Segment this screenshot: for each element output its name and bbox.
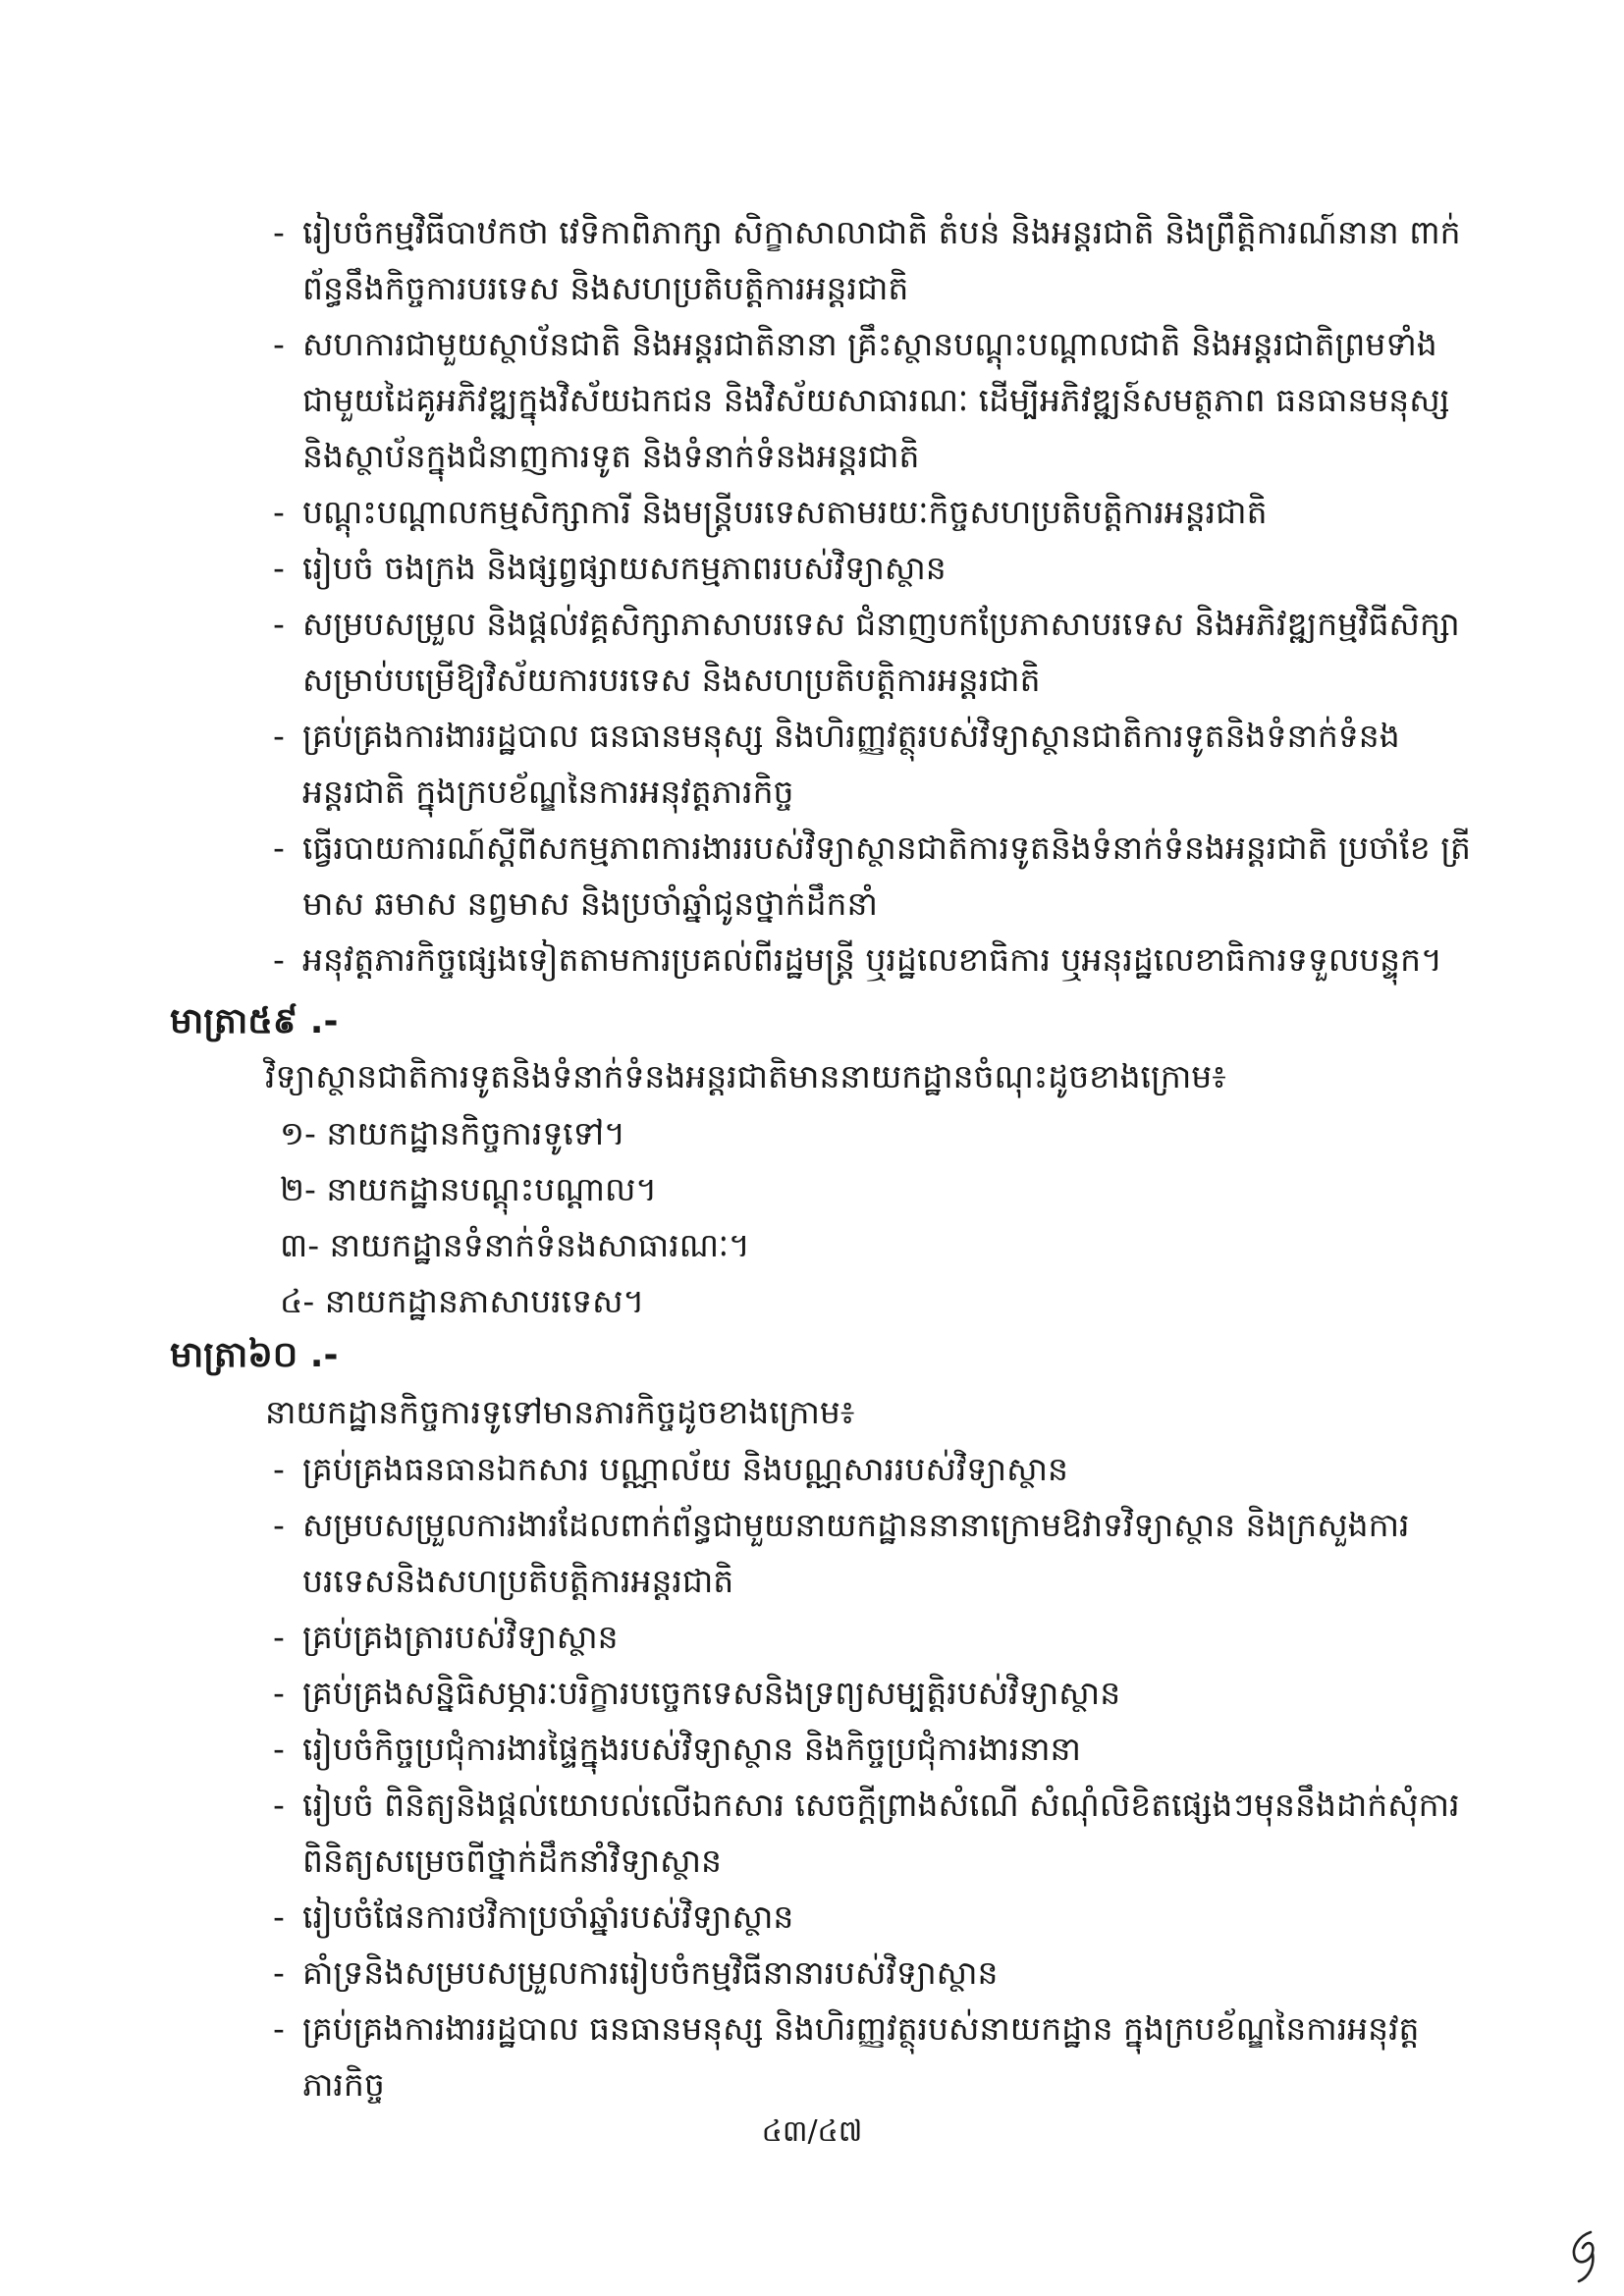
list-item: - រៀបចំ ចងក្រង និងផ្សព្វផ្សាយសកម្មភាពរបស់វិទ្យាស្ថាន — [273, 540, 1490, 596]
list-item-text: សហការជាមួយស្ថាប័នជាតិ និងអន្តរជាតិនានា គ្រឹះស្ថានបណ្តុះបណ្តាលជាតិ និងអន្តរជាតិព្រមទាំងជាមួយដៃគូអភិវឌ្ឍក្នុងវិស័យឯកជន និងវិស័យសាធារណៈ ដើម្បីអភិវឌ្ឍន៍សមត្ថភាព ធនធានមនុស្ស និងស្ថាប័នក្នុងជំនាញការទូត និងទំនាក់ទំនងអន្តរជាតិ — [302, 325, 1450, 475]
list-item: - គ្រប់គ្រងសន្និធិសម្ភារៈបរិក្ខារបច្ចេកទេសនិងទ្រព្យសម្បត្តិរបស់វិទ្យាស្ថាន — [273, 1665, 1490, 1721]
bullet-list-general-affairs-duties — [273, 1441, 1490, 2112]
list-item: ២- នាយកដ្ឋានបណ្តុះបណ្តាល។ — [280, 1170, 658, 1208]
bullet-list-institute-duties — [273, 204, 1490, 988]
list-item-text: បណ្តុះបណ្តាលកម្មសិក្សាការី និងមន្ត្រីបរទេសតាមរយៈកិច្ចសហប្រតិបត្តិការអន្តរជាតិ — [302, 493, 1268, 531]
list-item-text: ធ្វើរបាយការណ៍ស្តីពីសកម្មភាពការងាររបស់វិទ្យាស្ថានជាតិការទូតនិងទំនាក់ទំនងអន្តរជាតិ ប្រចាំខែ ត្រីមាស ឆមាស នព្វមាស និងប្រចាំឆ្នាំជូនថ្នាក់ដឹកនាំ — [302, 828, 1471, 923]
list-item: - សម្របសម្រួលការងារដែលពាក់ព័ន្ធជាមួយនាយកដ្ឋាននានាក្រោមឱវាទវិទ្យាស្ថាន និងក្រសួងការបរទេសនិងសហប្រតិបត្តិការអន្តរជាតិ — [273, 1497, 1490, 1609]
list-item-text: រៀបចំកិច្ចប្រជុំការងារផ្ទៃក្នុងរបស់វិទ្យាស្ថាន និងកិច្ចប្រជុំការងារនានា — [302, 1730, 1081, 1768]
list-item-text: រៀបចំកម្មវិធីបាឋកថា វេទិកាពិភាក្សា សិក្ខាសាលាជាតិ តំបន់ និងអន្តរជាតិ និងព្រឹត្តិការណ៍នានា ពាក់ព័ន្ធនឹងកិច្ចការបរទេស និងសហប្រតិបត្តិការអន្តរជាតិ — [302, 213, 1461, 307]
list-item: - គ្រប់គ្រងការងាររដ្ឋបាល ធនធានមនុស្ស និងហិរញ្ញវត្ថុរបស់វិទ្យាស្ថានជាតិការទូតនិងទំនាក់ទំនងអន្តរជាតិ ក្នុងក្របខ័ណ្ឌនៃការអនុវត្តភារកិច្ច — [273, 708, 1490, 820]
list-item: - រៀបចំកិច្ចប្រជុំការងារផ្ទៃក្នុងរបស់វិទ្យាស្ថាន និងកិច្ចប្រជុំការងារនានា — [273, 1721, 1490, 1777]
list-item: - បណ្តុះបណ្តាលកម្មសិក្សាការី និងមន្ត្រីបរទេសតាមរយៈកិច្ចសហប្រតិបត្តិការអន្តរជាតិ — [273, 484, 1490, 540]
list-item-text: សម្របសម្រួល និងផ្តល់វគ្គសិក្សាភាសាបរទេស ជំនាញបកប្រែភាសាបរទេស និងអភិវឌ្ឍកម្មវិធីសិក្សា សម្រាប់បម្រើឱ្យវិស័យការបរទេស និងសហប្រតិបត្តិការអន្តរជាតិ — [302, 605, 1460, 699]
list-item: ១- នាយកដ្ឋានកិច្ចការទូទៅ។ — [280, 1114, 625, 1152]
article-60-heading: មាត្រា៦០ .- — [170, 1335, 339, 1375]
list-item-text: រៀបចំ ពិនិត្យនិងផ្តល់យោបល់លើឯកសារ សេចក្តីព្រាងសំណើ សំណុំលិខិតផ្សេងៗមុននឹងដាក់សុំការពិនិត្យសម្រេចពីថ្នាក់ដឹកនាំវិទ្យាស្ថាន — [302, 1786, 1460, 1880]
department-list — [280, 1105, 750, 1329]
list-item: - សហការជាមួយស្ថាប័នជាតិ និងអន្តរជាតិនានា គ្រឹះស្ថានបណ្តុះបណ្តាលជាតិ និងអន្តរជាតិព្រមទាំងជាមួយដៃគូអភិវឌ្ឍក្នុងវិស័យឯកជន និងវិស័យសាធារណៈ ដើម្បីអភិវឌ្ឍន៍សមត្ថភាព ធនធានមនុស្ស និងស្ថាប័នក្នុងជំនាញការទូត និងទំនាក់ទំនងអន្តរជាតិ — [273, 316, 1490, 484]
list-item-text: គ្រប់គ្រងការងាររដ្ឋបាល ធនធានមនុស្ស និងហិរញ្ញវត្ថុរបស់នាយកដ្ឋាន ក្នុងក្របខ័ណ្ឌនៃការអនុវត្តភារកិច្ច — [302, 2009, 1420, 2104]
list-item-text: គ្រប់គ្រងធនធានឯកសារ បណ្ណាល័យ និងបណ្ណសាររបស់វិទ្យាស្ថាន — [302, 1450, 1068, 1488]
list-item-text: គ្រប់គ្រងការងាររដ្ឋបាល ធនធានមនុស្ស និងហិរញ្ញវត្ថុរបស់វិទ្យាស្ថានជាតិការទូតនិងទំនាក់ទំនងអន្តរជាតិ ក្នុងក្របខ័ណ្ឌនៃការអនុវត្តភារកិច្ច — [302, 717, 1400, 811]
handwritten-initial-mark — [1561, 2226, 1606, 2285]
list-item-text: គ្រប់គ្រងសន្និធិសម្ភារៈបរិក្ខារបច្ចេកទេសនិងទ្រព្យសម្បត្តិរបស់វិទ្យាស្ថាន — [302, 1674, 1121, 1712]
list-item: - គ្រប់គ្រងត្រារបស់វិទ្យាស្ថាន — [273, 1609, 1490, 1665]
list-item-text: គាំទ្រនិងសម្របសម្រួលការរៀបចំកម្មវិធីនានារបស់វិទ្យាស្ថាន — [302, 1953, 999, 1992]
list-item-text: រៀបចំ ចងក្រង និងផ្សព្វផ្សាយសកម្មភាពរបស់វិទ្យាស្ថាន — [302, 549, 947, 587]
list-item: ៣- នាយកដ្ឋានទំនាក់ទំនងសាធារណៈ។ — [280, 1226, 750, 1264]
list-item: - រៀបចំ ពិនិត្យនិងផ្តល់យោបល់លើឯកសារ សេចក្តីព្រាងសំណើ សំណុំលិខិតផ្សេងៗមុននឹងដាក់សុំការពិនិត្យសម្រេចពីថ្នាក់ដឹកនាំវិទ្យាស្ថាន — [273, 1777, 1490, 1889]
list-item-text: គ្រប់គ្រងត្រារបស់វិទ្យាស្ថាន — [302, 1618, 619, 1656]
list-item: - គាំទ្រនិងសម្របសម្រួលការរៀបចំកម្មវិធីនានារបស់វិទ្យាស្ថាន — [273, 1945, 1490, 2001]
list-item: - រៀបចំកម្មវិធីបាឋកថា វេទិកាពិភាក្សា សិក្ខាសាលាជាតិ តំបន់ និងអន្តរជាតិ និងព្រឹត្តិការណ៍នានា ពាក់ព័ន្ធនឹងកិច្ចការបរទេស និងសហប្រតិបត្តិការអន្តរជាតិ — [273, 204, 1490, 316]
list-item: ៤- នាយកដ្ឋានភាសាបរទេស។ — [280, 1282, 645, 1320]
list-item-text: អនុវត្តភារកិច្ចផ្សេងទៀតតាមការប្រគល់ពីរដ្ឋមន្ត្រី ឬរដ្ឋលេខាធិការ ឬអនុរដ្ឋលេខាធិការទទួលបន្ទុក។ — [302, 940, 1442, 979]
list-item: - ធ្វើរបាយការណ៍ស្តីពីសកម្មភាពការងាររបស់វិទ្យាស្ថានជាតិការទូតនិងទំនាក់ទំនងអន្តរជាតិ ប្រចាំខែ ត្រីមាស ឆមាស នព្វមាស និងប្រចាំឆ្នាំជូនថ្នាក់ដឹកនាំ — [273, 820, 1490, 932]
list-item: - គ្រប់គ្រងធនធានឯកសារ បណ្ណាល័យ និងបណ្ណសាររបស់វិទ្យាស្ថាន — [273, 1441, 1490, 1497]
list-item-text: រៀបចំផែនការថវិកាប្រចាំឆ្នាំរបស់វិទ្យាស្ថាន — [302, 1897, 794, 1936]
list-item: - សម្របសម្រួល និងផ្តល់វគ្គសិក្សាភាសាបរទេស ជំនាញបកប្រែភាសាបរទេស និងអភិវឌ្ឍកម្មវិធីសិក្សា សម្រាប់បម្រើឱ្យវិស័យការបរទេស និងសហប្រតិបត្តិការអន្តរជាតិ — [273, 596, 1490, 708]
article-59-intro: វិទ្យាស្ថានជាតិការទូតនិងទំនាក់ទំនងអន្តរជាតិមាននាយកដ្ឋានចំណុះដូចខាងក្រោម៖ — [265, 1057, 1226, 1095]
list-item-text: សម្របសម្រួលការងារដែលពាក់ព័ន្ធជាមួយនាយកដ្ឋាននានាក្រោមឱវាទវិទ្យាស្ថាន និងក្រសួងការបរទេសនិងសហប្រតិបត្តិការអន្តរជាតិ — [302, 1506, 1410, 1600]
page-number: ៤៣/៤៧ — [761, 2114, 863, 2149]
list-item: - អនុវត្តភារកិច្ចផ្សេងទៀតតាមការប្រគល់ពីរដ្ឋមន្ត្រី ឬរដ្ឋលេខាធិការ ឬអនុរដ្ឋលេខាធិការទទួលបន្ទុក។ — [273, 932, 1490, 988]
list-item: - គ្រប់គ្រងការងាររដ្ឋបាល ធនធានមនុស្ស និងហិរញ្ញវត្ថុរបស់នាយកដ្ឋាន ក្នុងក្របខ័ណ្ឌនៃការអនុវត្តភារកិច្ច — [273, 2001, 1490, 2112]
article-59-heading: មាត្រា៥៩ .- — [170, 1001, 339, 1041]
list-item: - រៀបចំផែនការថវិកាប្រចាំឆ្នាំរបស់វិទ្យាស្ថាន — [273, 1889, 1490, 1945]
article-60-intro: នាយកដ្ឋានកិច្ចការទូទៅមានភារកិច្ចដូចខាងក្រោម៖ — [265, 1393, 855, 1431]
